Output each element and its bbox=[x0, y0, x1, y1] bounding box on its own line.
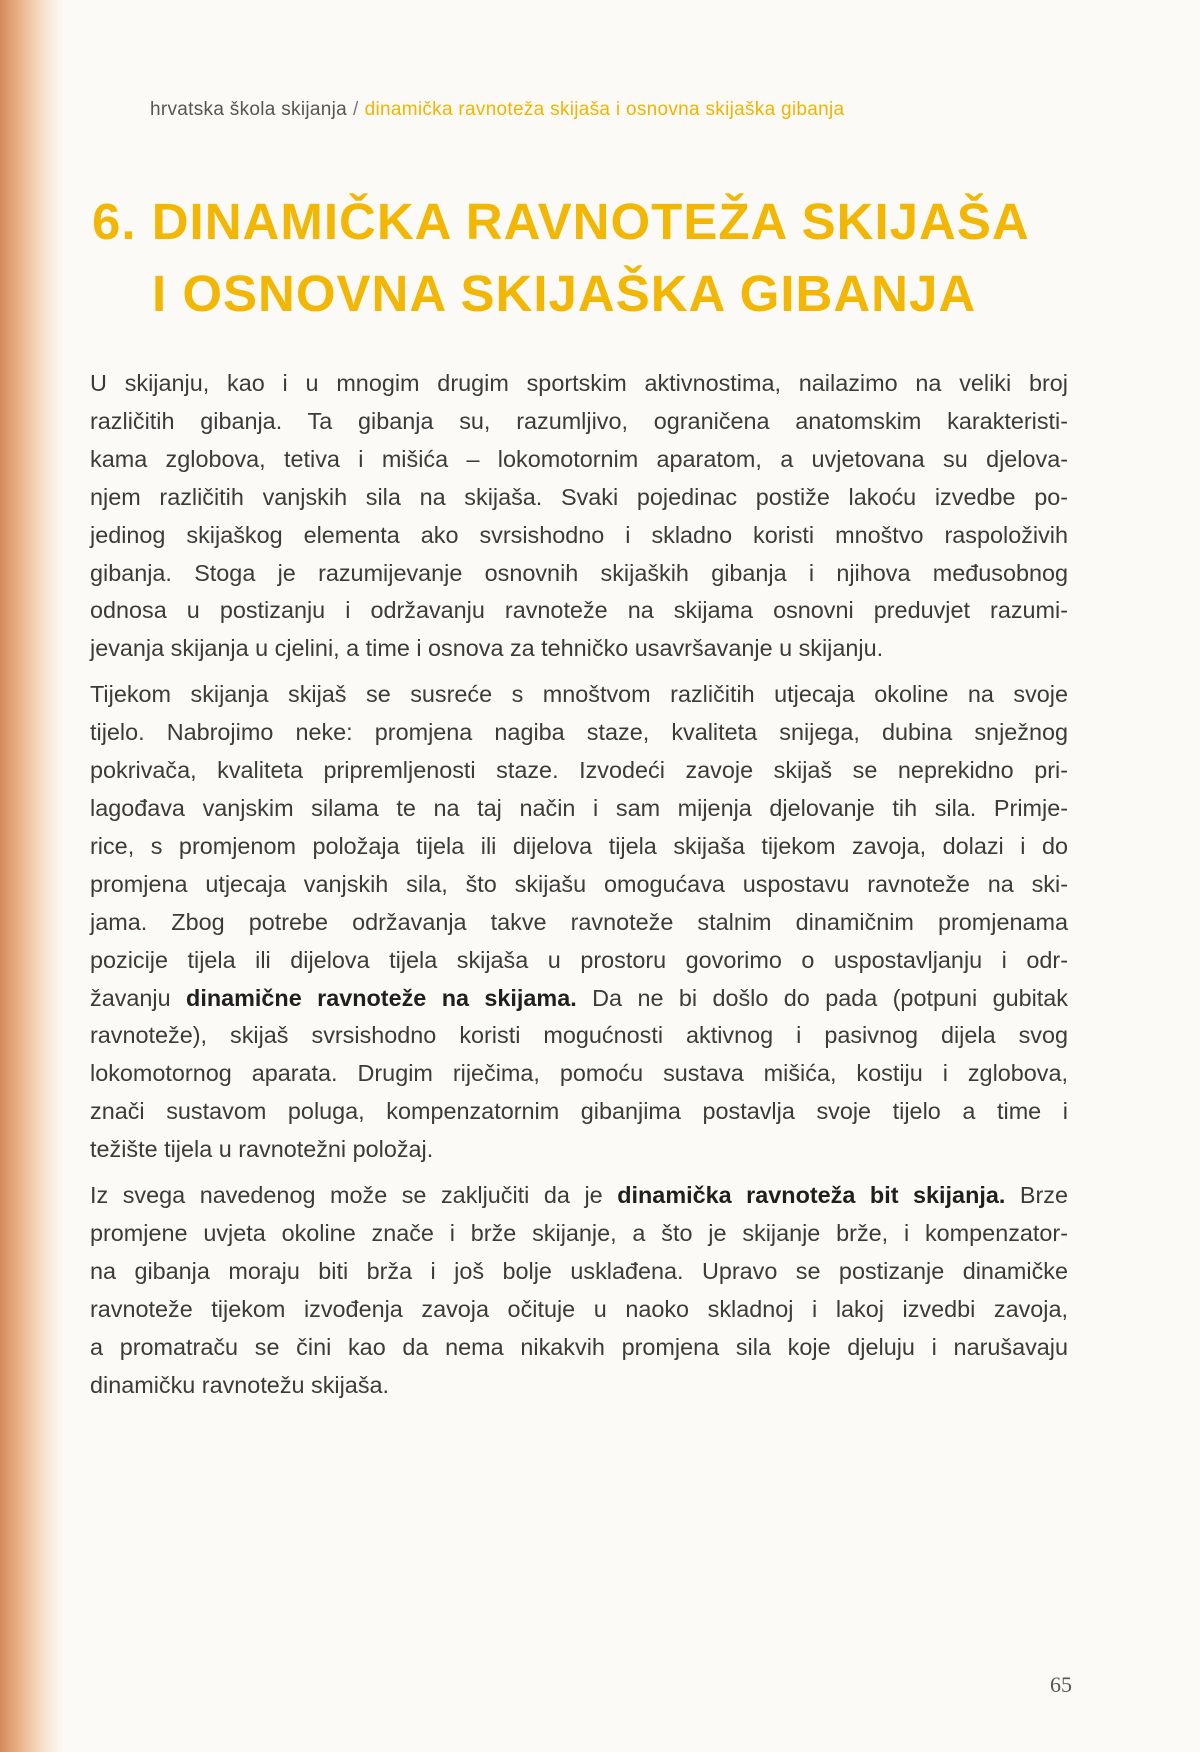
text-line: Tijekom skijanja skijaš se susreće s mnoštvom različitih utjecaja okoline na svoje bbox=[90, 681, 1068, 708]
text-line: kama zglobova, tetiva i mišića – lokomotornim aparatom, a uvjetovana su djelova- bbox=[90, 445, 1068, 472]
book-spine-shadow bbox=[0, 0, 64, 1752]
text-line: njem različitih vanjskih sila na skijaša. Svaki pojedinac postiže lakoću izvedbe po- bbox=[90, 483, 1068, 510]
text-line: težište tijela u ravnotežni položaj. bbox=[90, 1136, 434, 1163]
running-header bbox=[150, 99, 844, 121]
text-line: lagođava vanjskim silama te na taj način i sam mijenja djelovanje tih sila. Primje- bbox=[90, 794, 1068, 821]
emphasis-dynamic-balance-essence: dinamička ravnoteža bit skijanja. bbox=[617, 1182, 1006, 1209]
running-header-chapter-title: dinamička ravnoteža skijaša i osnovna skijaška gibanja bbox=[364, 99, 845, 120]
chapter-title-line-2: I OSNOVNA SKIJAŠKA GIBANJA bbox=[152, 265, 977, 322]
text-line: jama. Zbog potrebe održavanja takve ravnoteže stalnim dinamičnim promjenama bbox=[90, 908, 1068, 935]
text-line: pokrivača, kvaliteta pripremljenosti staze. Izvodeći zavoje skijaš se neprekidno pri- bbox=[90, 757, 1068, 784]
text-line: različitih gibanja. Ta gibanja su, razumljivo, ograničena anatomskim karakteristi- bbox=[90, 407, 1068, 434]
paragraph-2 bbox=[90, 676, 1068, 1169]
text-line: jedinog skijaškog elementa ako svrsishodno i skladno koristi mnoštvo raspoloživih bbox=[90, 521, 1068, 548]
text-segment: Iz svega navedenog može se zaključiti da je bbox=[90, 1182, 618, 1209]
text-line bbox=[90, 980, 1068, 1018]
text-line: znači sustavom poluga, kompenzatornim gibanjima postavlja svoje tijelo a time i bbox=[90, 1098, 1068, 1125]
running-header-book-title: hrvatska škola skijanja bbox=[150, 99, 347, 120]
text-line: promjene uvjeta okoline znače i brže skijanje, a što je skijanje brže, i kompenzator- bbox=[90, 1219, 1068, 1246]
text-line: ravnoteže tijekom izvođenja zavoja očituje u naoko skladnoj i lakoj izvedbi zavoja, bbox=[90, 1295, 1068, 1322]
text-segment: Brze bbox=[1005, 1182, 1068, 1209]
text-segment: Da ne bi došlo do pada (potpuni gubitak bbox=[576, 984, 1068, 1011]
text-line: U skijanju, kao i u mnogim drugim sportskim aktivnostima, nailazimo na veliki broj bbox=[90, 370, 1068, 396]
text-segment: žavanju bbox=[90, 984, 187, 1011]
text-line: odnosa u postizanju i održavanju ravnoteže na skijama osnovni preduvjet razumi- bbox=[90, 597, 1068, 624]
paragraph-1 bbox=[90, 365, 1068, 668]
text-line: dinamičku ravnotežu skijaša. bbox=[90, 1371, 390, 1398]
text-line: gibanja. Stoga je razumijevanje osnovnih skijaških gibanja i njihova međusobnog bbox=[90, 559, 1068, 586]
text-line: na gibanja moraju biti brža i još bolje usklađena. Upravo se postizanje dinamičke bbox=[90, 1257, 1068, 1284]
text-line: jevanja skijanja u cjelini, a time i osnova za tehničko usavršavanje u skijanju. bbox=[90, 635, 884, 662]
text-line: promjena utjecaja vanjskih sila, što skijašu omogućava uspostavu ravnoteže na ski- bbox=[90, 870, 1068, 897]
text-line: rice, s promjenom položaja tijela ili dijelova tijela skijaša tijekom zavoja, dolazi i do bbox=[90, 832, 1068, 859]
text-line: tijelo. Nabrojimo neke: promjena nagiba staze, kvaliteta snijega, dubina snježnog bbox=[90, 719, 1068, 746]
page-number: 65 bbox=[1050, 1672, 1072, 1697]
running-header-separator: / bbox=[352, 99, 359, 120]
chapter-title bbox=[92, 186, 1030, 330]
text-line bbox=[90, 1177, 1068, 1215]
text-line: lokomotornog aparata. Drugim riječima, pomoću sustava mišića, kostiju i zglobova, bbox=[90, 1060, 1068, 1087]
paragraph-3 bbox=[90, 1177, 1068, 1404]
body-text bbox=[90, 365, 1068, 1412]
text-line: ravnoteže), skijaš svrsishodno koristi mogućnosti aktivnog i pasivnog dijela svog bbox=[90, 1022, 1068, 1049]
text-line: a promatraču se čini kao da nema nikakvih promjena sila koje djeluju i narušavaju bbox=[90, 1333, 1068, 1360]
chapter-title-line-1: 6. DINAMIČKA RAVNOTEŽA SKIJAŠA bbox=[92, 193, 1030, 250]
emphasis-dynamic-balance-on-skis: dinamične ravnoteže na skijama. bbox=[186, 984, 577, 1011]
text-line: pozicije tijela ili dijelova tijela skijaša u prostoru govorimo o uspostavljanju i odr- bbox=[90, 946, 1068, 973]
